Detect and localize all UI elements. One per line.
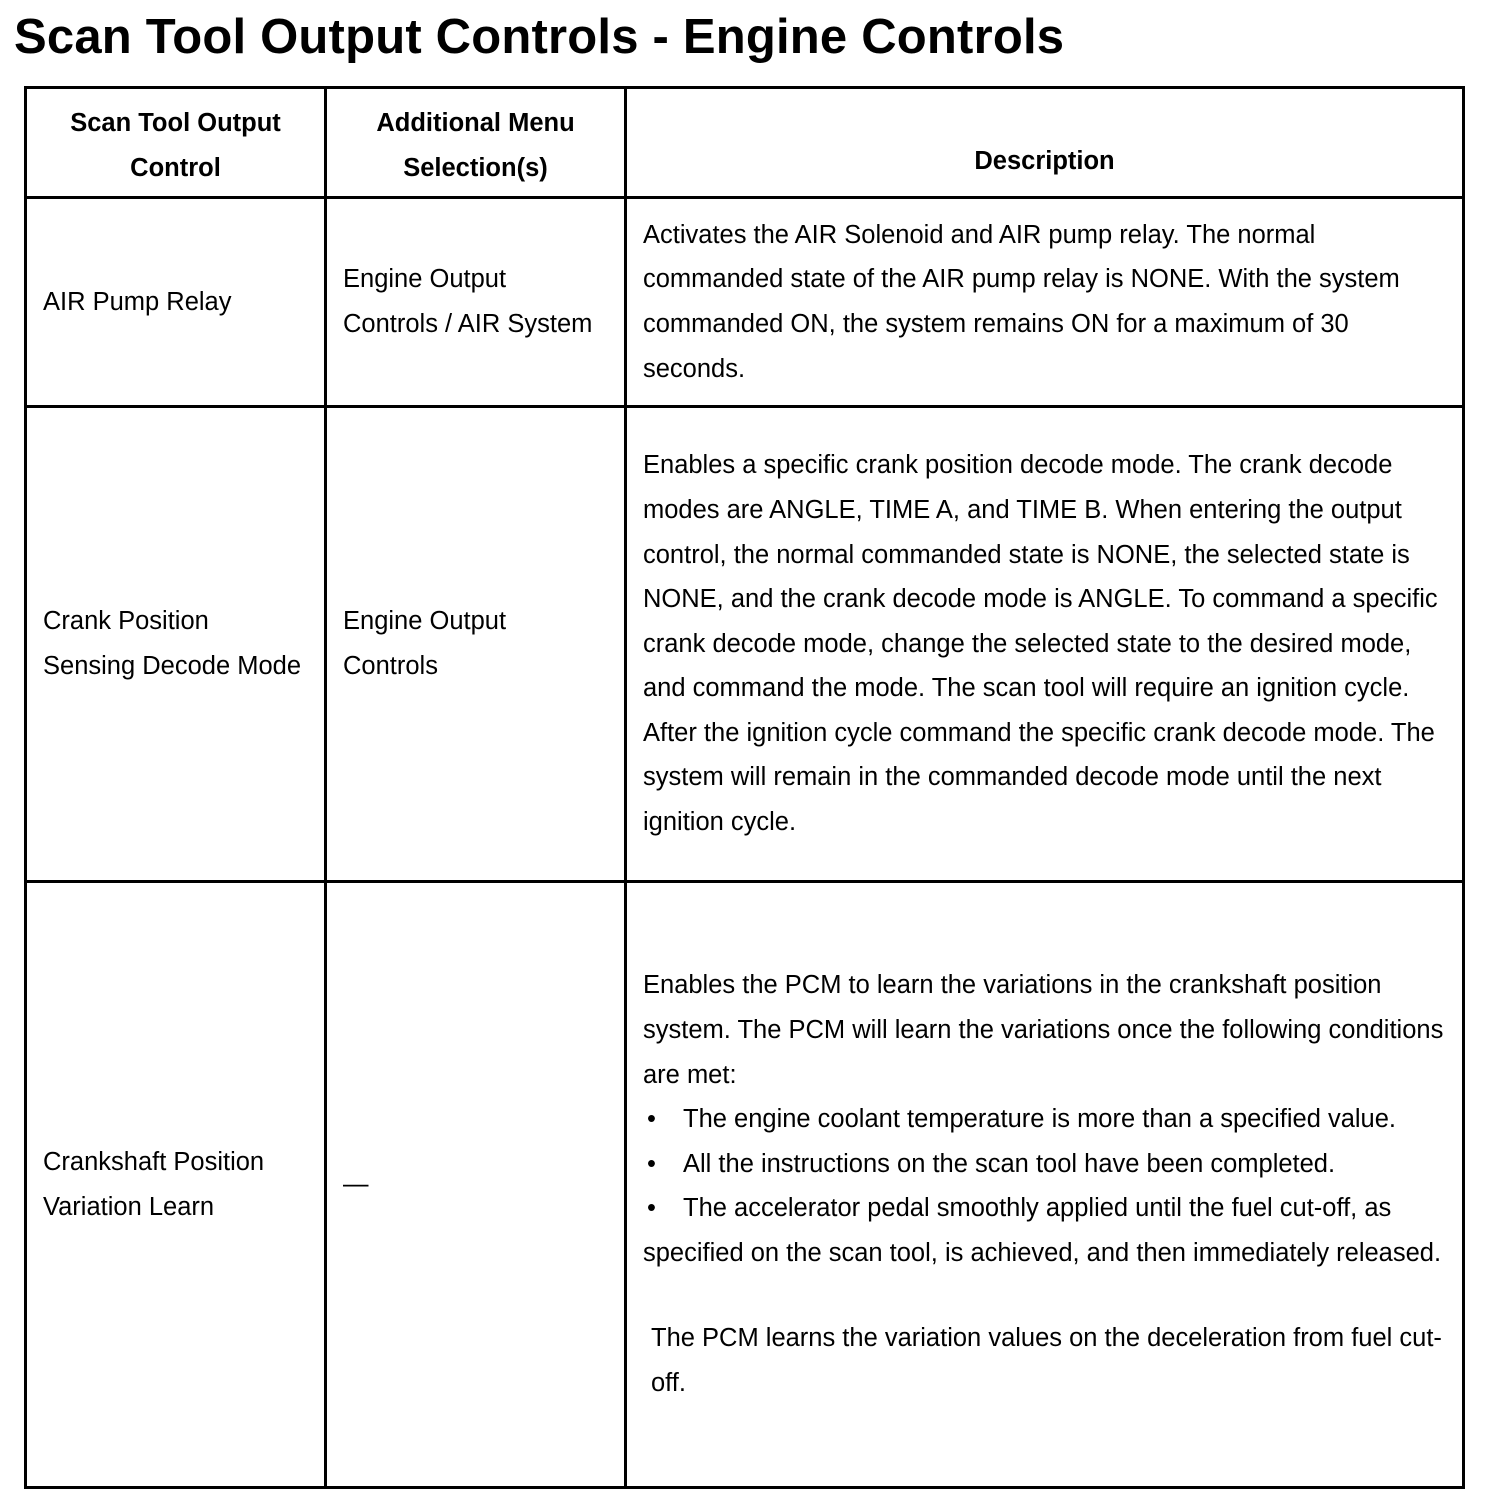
cell-control: AIR Pump Relay xyxy=(26,198,326,407)
list-item xyxy=(643,1097,1446,1142)
table-row xyxy=(26,407,1464,882)
cell-control: Crank Position Sensing Decode Mode xyxy=(26,407,326,882)
bullet-icon: • xyxy=(647,1149,656,1178)
list-item-text: All the instructions on the scan tool have been completed. xyxy=(683,1149,1336,1178)
output-controls-table xyxy=(24,86,1465,1489)
table-header-row xyxy=(26,88,1464,198)
cell-control: Crankshaft Position Variation Learn xyxy=(26,882,326,1488)
bullet-icon: • xyxy=(647,1194,656,1223)
header-description: Description xyxy=(626,88,1464,198)
list-item xyxy=(643,1186,1446,1275)
list-item xyxy=(643,1142,1446,1187)
table-row xyxy=(26,198,1464,407)
paragraph-spacer xyxy=(643,1275,1446,1316)
header-additional-menu-selections: Additional Menu Selection(s) xyxy=(326,88,626,198)
header-scan-tool-output-control: Scan Tool Output Control xyxy=(26,88,326,198)
cell-menu-selection: — xyxy=(326,882,626,1488)
description-intro: Enables the PCM to learn the variations in the crankshaft position system. The PCM will learn the variations once the following conditions are met: xyxy=(643,971,1444,1089)
cell-description: Activates the AIR Solenoid and AIR pump relay. The normal commanded state of the AIR pump relay is NONE. With the system commanded ON, the system remains ON for a maximum of 30 seconds. xyxy=(626,198,1464,407)
bullet-icon: • xyxy=(647,1105,656,1134)
cell-description xyxy=(626,882,1464,1488)
list-item-text: The accelerator pedal smoothly applied until the fuel cut-off, as specified on the scan tool, is achieved, and then immediately released. xyxy=(643,1194,1442,1267)
cell-description: Enables a specific crank position decode mode. The crank decode modes are ANGLE, TIME A, and TIME B. When entering the output control, the normal commanded state is NONE, the selected state is NONE, and the crank decode mode is ANGLE. To command a specific crank decode mode, change the selected state to the desired mode, and command the mode. The scan tool will require an ignition cycle. After the ignition cycle command the specific crank decode mode. The system will remain in the commanded decode mode until the next ignition cycle. xyxy=(626,407,1464,882)
cell-menu-selection: Engine Output Controls xyxy=(326,407,626,882)
cell-menu-selection: Engine Output Controls / AIR System xyxy=(326,198,626,407)
list-item-text: The engine coolant temperature is more than a specified value. xyxy=(683,1105,1397,1134)
table-row xyxy=(26,882,1464,1488)
page-title: Scan Tool Output Controls - Engine Controls xyxy=(14,10,1065,64)
description-outro: The PCM learns the variation values on the deceleration from fuel cut-off. xyxy=(651,1324,1442,1398)
